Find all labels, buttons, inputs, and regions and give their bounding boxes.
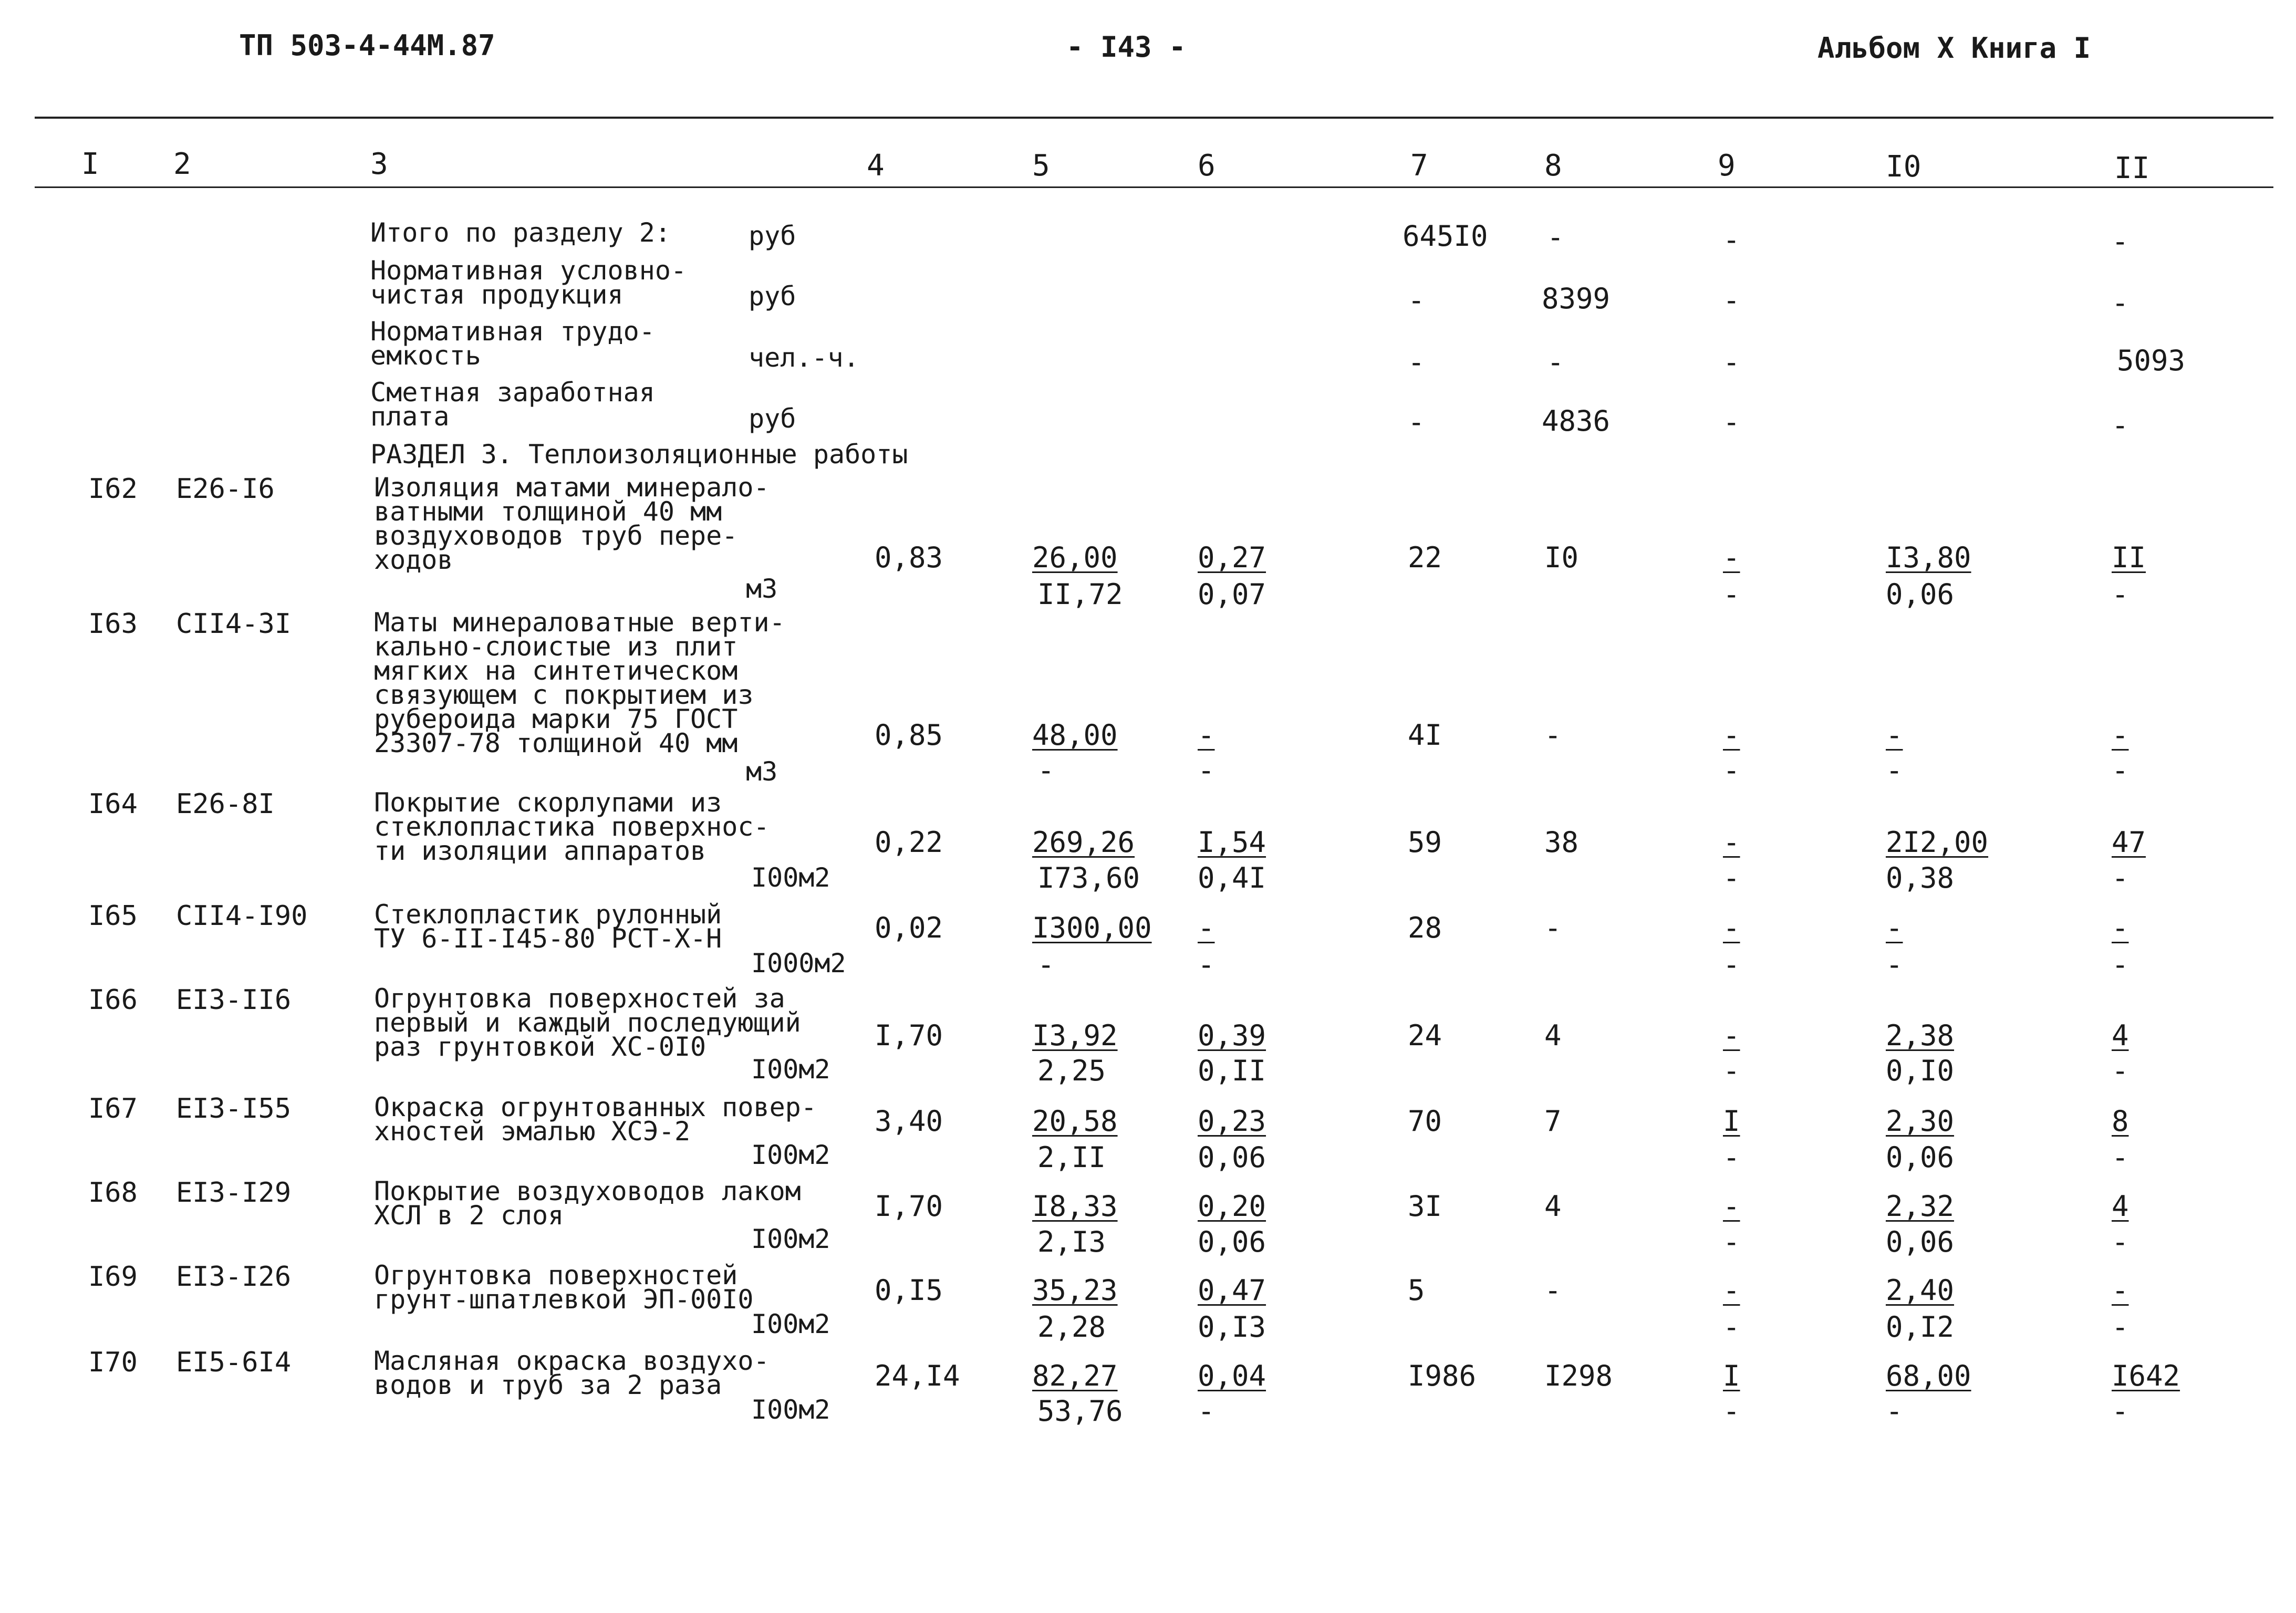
col11-top: II <box>2112 541 2146 574</box>
col6-bottom: 0,07 <box>1198 578 1266 611</box>
col10-top: 2I2,00 <box>1886 826 1989 859</box>
unit-cost-top: 20,58 <box>1032 1105 1118 1138</box>
quantity: 0,22 <box>875 826 943 859</box>
unit-cost-top: 269,26 <box>1032 826 1135 859</box>
col11-bottom: - <box>2112 754 2129 787</box>
unit-cost-bottom: 2,25 <box>1037 1054 1106 1087</box>
col10-top: - <box>1886 911 1903 944</box>
total-cost: 28 <box>1408 911 1442 944</box>
summary-col11: - <box>2112 225 2129 258</box>
col6-top: 0,47 <box>1198 1274 1266 1307</box>
total-cost: 70 <box>1408 1105 1442 1138</box>
col11-bottom: - <box>2112 1141 2129 1174</box>
work-description: Покрытие скорлупами из стеклопластика поверхнос- ти изоляции аппаратов <box>374 787 770 866</box>
col6-top: 0,04 <box>1198 1359 1266 1392</box>
col11-top: - <box>2112 1274 2129 1307</box>
col11-bottom: - <box>2112 578 2129 611</box>
total-cost: 5 <box>1408 1274 1425 1307</box>
quantity: 0,I5 <box>875 1274 943 1307</box>
col10-top: 2,32 <box>1886 1190 1955 1223</box>
col10-bottom: 0,I0 <box>1886 1054 1955 1087</box>
measure-unit: I00м2 <box>751 1140 830 1170</box>
col-number-11: II <box>2114 151 2150 185</box>
col8-value: - <box>1544 719 1562 752</box>
col6-bottom: - <box>1198 1395 1215 1428</box>
summary-col8: 4836 <box>1542 404 1611 438</box>
col-number-3: 3 <box>370 147 388 181</box>
quantity: 3,40 <box>875 1105 943 1138</box>
document-code: ТП 503-4-44М.87 <box>239 29 495 62</box>
unit-cost-top: I8,33 <box>1032 1190 1118 1223</box>
col11-top: - <box>2112 719 2129 752</box>
col9-top: - <box>1723 911 1740 944</box>
summary-label: Сметная заработная плата <box>370 377 655 432</box>
col11-top: - <box>2112 911 2129 944</box>
total-cost: 24 <box>1408 1019 1442 1052</box>
unit-cost-bottom: - <box>1037 754 1055 787</box>
col6-bottom: - <box>1198 754 1215 787</box>
column-header-rule <box>35 186 2273 188</box>
unit-cost-bottom: 2,I3 <box>1037 1225 1106 1258</box>
col-number-8: 8 <box>1544 149 1562 183</box>
col11-bottom: - <box>2112 861 2129 894</box>
row-number: I65 <box>88 900 138 932</box>
unit-cost-top: 35,23 <box>1032 1274 1118 1307</box>
price-code: СII4-3I <box>176 608 292 640</box>
col9-bottom: - <box>1723 754 1740 787</box>
summary-col8: - <box>1547 221 1564 254</box>
summary-unit: чел.-ч. <box>749 342 859 373</box>
col9-top: I <box>1723 1359 1740 1392</box>
col-number-6: 6 <box>1198 149 1215 183</box>
col10-bottom: 0,06 <box>1886 1141 1955 1174</box>
row-number: I69 <box>88 1261 138 1293</box>
summary-label: Нормативная условно- чистая продукция <box>370 255 687 310</box>
col-number-9: 9 <box>1718 149 1736 183</box>
col10-top: 68,00 <box>1886 1359 1971 1392</box>
col8-value: 4 <box>1544 1019 1562 1052</box>
col6-top: - <box>1198 719 1215 752</box>
measure-unit: I00м2 <box>751 1309 830 1339</box>
measure-unit: I00м2 <box>751 1224 830 1254</box>
col11-bottom: - <box>2112 1054 2129 1087</box>
col9-top: - <box>1723 826 1740 859</box>
summary-col7: - <box>1408 346 1425 379</box>
col10-bottom: 0,06 <box>1886 578 1955 611</box>
total-cost: 4I <box>1408 719 1442 752</box>
col9-top: - <box>1723 1019 1740 1052</box>
row-number: I62 <box>88 473 138 505</box>
col-number-4: 4 <box>867 149 885 183</box>
price-code: ЕI5-6I4 <box>176 1347 292 1378</box>
work-description: Изоляция матами минерало- ватными толщиной 40 мм воздуховодов труб пере- ходов <box>374 472 770 575</box>
col6-bottom: - <box>1198 948 1215 981</box>
col6-bottom: 0,I3 <box>1198 1310 1266 1344</box>
unit-cost-bottom: - <box>1037 948 1055 981</box>
quantity: 0,85 <box>875 719 943 752</box>
col6-bottom: 0,06 <box>1198 1225 1266 1258</box>
col10-bottom: - <box>1886 1395 1903 1428</box>
top-rule <box>35 117 2273 119</box>
summary-unit: руб <box>749 281 796 311</box>
total-cost: 3I <box>1408 1190 1442 1223</box>
quantity: 24,I4 <box>875 1359 960 1392</box>
price-code: ЕI3-I29 <box>176 1177 292 1209</box>
col9-bottom: - <box>1723 1141 1740 1174</box>
col8-value: 4 <box>1544 1190 1562 1223</box>
work-description: Огрунтовка поверхностей грунт-шпатлевкой ЭП-00I0 <box>374 1260 754 1315</box>
col6-top: - <box>1198 911 1215 944</box>
price-code: ЕI3-I55 <box>176 1093 292 1125</box>
col9-bottom: - <box>1723 1395 1740 1428</box>
measure-unit: I00м2 <box>751 862 830 893</box>
row-number: I64 <box>88 788 138 820</box>
summary-col11: - <box>2112 286 2129 319</box>
col11-top: 8 <box>2112 1105 2129 1138</box>
summary-col9: - <box>1723 405 1740 439</box>
work-description: Масляная окраска воздухо- водов и труб за 2 раза <box>374 1346 770 1400</box>
unit-cost-top: 48,00 <box>1032 719 1118 752</box>
measure-unit: м3 <box>746 574 778 604</box>
unit-cost-top: 82,27 <box>1032 1359 1118 1392</box>
price-code: СII4-I90 <box>176 900 308 932</box>
unit-cost-bottom: 2,28 <box>1037 1310 1106 1344</box>
total-cost: 22 <box>1408 541 1442 574</box>
section-title: РАЗДЕЛ 3. Теплоизоляционные работы <box>370 439 908 470</box>
album-label: Альбом X Книга I <box>1817 32 2091 65</box>
work-description: Окраска огрунтованных повер- хностей эмалью ХСЭ-2 <box>374 1092 817 1147</box>
col-number-5: 5 <box>1032 149 1050 183</box>
col9-bottom: - <box>1723 1310 1740 1344</box>
col9-bottom: - <box>1723 948 1740 981</box>
col-number-7: 7 <box>1410 149 1428 183</box>
col6-top: 0,27 <box>1198 541 1266 574</box>
total-cost: I986 <box>1408 1359 1477 1392</box>
row-number: I68 <box>88 1177 138 1209</box>
col6-bottom: 0,06 <box>1198 1141 1266 1174</box>
summary-col9: - <box>1723 223 1740 256</box>
col9-top: - <box>1723 1190 1740 1223</box>
measure-unit: I00м2 <box>751 1395 830 1425</box>
price-code: ЕI3-II6 <box>176 984 292 1016</box>
col11-top: 4 <box>2112 1019 2129 1052</box>
col6-top: 0,23 <box>1198 1105 1266 1138</box>
col11-top: 47 <box>2112 826 2146 859</box>
work-description: Покрытие воздуховодов лаком ХСЛ в 2 слоя <box>374 1176 801 1231</box>
quantity: 0,83 <box>875 541 943 574</box>
col6-top: 0,39 <box>1198 1019 1266 1052</box>
unit-cost-top: I3,92 <box>1032 1019 1118 1052</box>
unit-cost-top: 26,00 <box>1032 541 1118 574</box>
unit-cost-bottom: II,72 <box>1037 578 1123 611</box>
col11-bottom: - <box>2112 1310 2129 1344</box>
col10-bottom: - <box>1886 948 1903 981</box>
col9-bottom: - <box>1723 861 1740 894</box>
quantity: 0,02 <box>875 911 943 944</box>
summary-label: Итого по разделу 2: <box>370 217 671 248</box>
col11-bottom: - <box>2112 1225 2129 1258</box>
col10-top: I3,80 <box>1886 541 1971 574</box>
measure-unit: м3 <box>746 756 778 787</box>
col9-top: - <box>1723 541 1740 574</box>
col9-bottom: - <box>1723 578 1740 611</box>
col10-top: - <box>1886 719 1903 752</box>
summary-unit: руб <box>749 403 796 434</box>
col9-top: - <box>1723 719 1740 752</box>
price-code: Е26-I6 <box>176 473 275 505</box>
col8-value: 38 <box>1544 826 1579 859</box>
measure-unit: I000м2 <box>751 948 846 979</box>
work-description: Огрунтовка поверхностей за первый и каждый последующий раз грунтовкой ХС-0I0 <box>374 983 801 1062</box>
col6-bottom: 0,4I <box>1198 861 1266 894</box>
price-code: Е26-8I <box>176 788 275 820</box>
summary-unit: руб <box>749 221 796 251</box>
row-number: I70 <box>88 1347 138 1378</box>
summary-col7: - <box>1408 284 1425 317</box>
summary-col8: 8399 <box>1542 282 1611 315</box>
unit-cost-bottom: 53,76 <box>1037 1395 1123 1428</box>
total-cost: 59 <box>1408 826 1442 859</box>
quantity: I,70 <box>875 1019 943 1052</box>
row-number: I66 <box>88 984 138 1016</box>
col-number-1: I <box>81 147 99 181</box>
work-description: Стеклопластик рулонный ТУ 6-II-I45-80 РСТ-Х-Н <box>374 899 722 954</box>
col10-top: 2,40 <box>1886 1274 1955 1307</box>
page-number: - I43 - <box>1066 30 1186 64</box>
col11-bottom: - <box>2112 1395 2129 1428</box>
col8-value: I0 <box>1544 541 1579 574</box>
col9-bottom: - <box>1723 1225 1740 1258</box>
col10-top: 2,30 <box>1886 1105 1955 1138</box>
col6-bottom: 0,II <box>1198 1054 1266 1087</box>
col-number-2: 2 <box>173 147 191 181</box>
col11-top: 4 <box>2112 1190 2129 1223</box>
col9-bottom: - <box>1723 1054 1740 1087</box>
col8-value: - <box>1544 1274 1562 1307</box>
col10-top: 2,38 <box>1886 1019 1955 1052</box>
unit-cost-bottom: 2,II <box>1037 1141 1106 1174</box>
col9-top: - <box>1723 1274 1740 1307</box>
summary-col9: - <box>1723 346 1740 379</box>
col6-top: I,54 <box>1198 826 1266 859</box>
summary-col11: 5093 <box>2117 344 2186 377</box>
measure-unit: I00м2 <box>751 1054 830 1085</box>
col11-top: I642 <box>2112 1359 2180 1392</box>
summary-col8: - <box>1547 346 1564 379</box>
summary-col11: - <box>2112 409 2129 442</box>
quantity: I,70 <box>875 1190 943 1223</box>
col10-bottom: - <box>1886 754 1903 787</box>
col11-bottom: - <box>2112 948 2129 981</box>
col9-top: I <box>1723 1105 1740 1138</box>
summary-col7: 645I0 <box>1402 220 1488 253</box>
summary-col9: - <box>1723 284 1740 317</box>
col8-value: I298 <box>1544 1359 1613 1392</box>
price-code: ЕI3-I26 <box>176 1261 292 1293</box>
work-description: Маты минераловатные верти- кально-слоистые из плит мягких на синтетическом связующем с покрытием из рубероида марки 75 ГОСТ 23307-78 толщиной 40 мм <box>374 607 785 758</box>
col10-bottom: 0,06 <box>1886 1225 1955 1258</box>
col8-value: 7 <box>1544 1105 1562 1138</box>
row-number: I63 <box>88 608 138 640</box>
unit-cost-top: I300,00 <box>1032 911 1152 944</box>
col10-bottom: 0,38 <box>1886 861 1955 894</box>
unit-cost-bottom: I73,60 <box>1037 861 1140 894</box>
summary-label: Нормативная трудо- емкость <box>370 316 655 371</box>
col6-top: 0,20 <box>1198 1190 1266 1223</box>
col10-bottom: 0,I2 <box>1886 1310 1955 1344</box>
col8-value: - <box>1544 911 1562 944</box>
col-number-10: I0 <box>1886 150 1921 184</box>
row-number: I67 <box>88 1093 138 1125</box>
summary-col7: - <box>1408 405 1425 439</box>
